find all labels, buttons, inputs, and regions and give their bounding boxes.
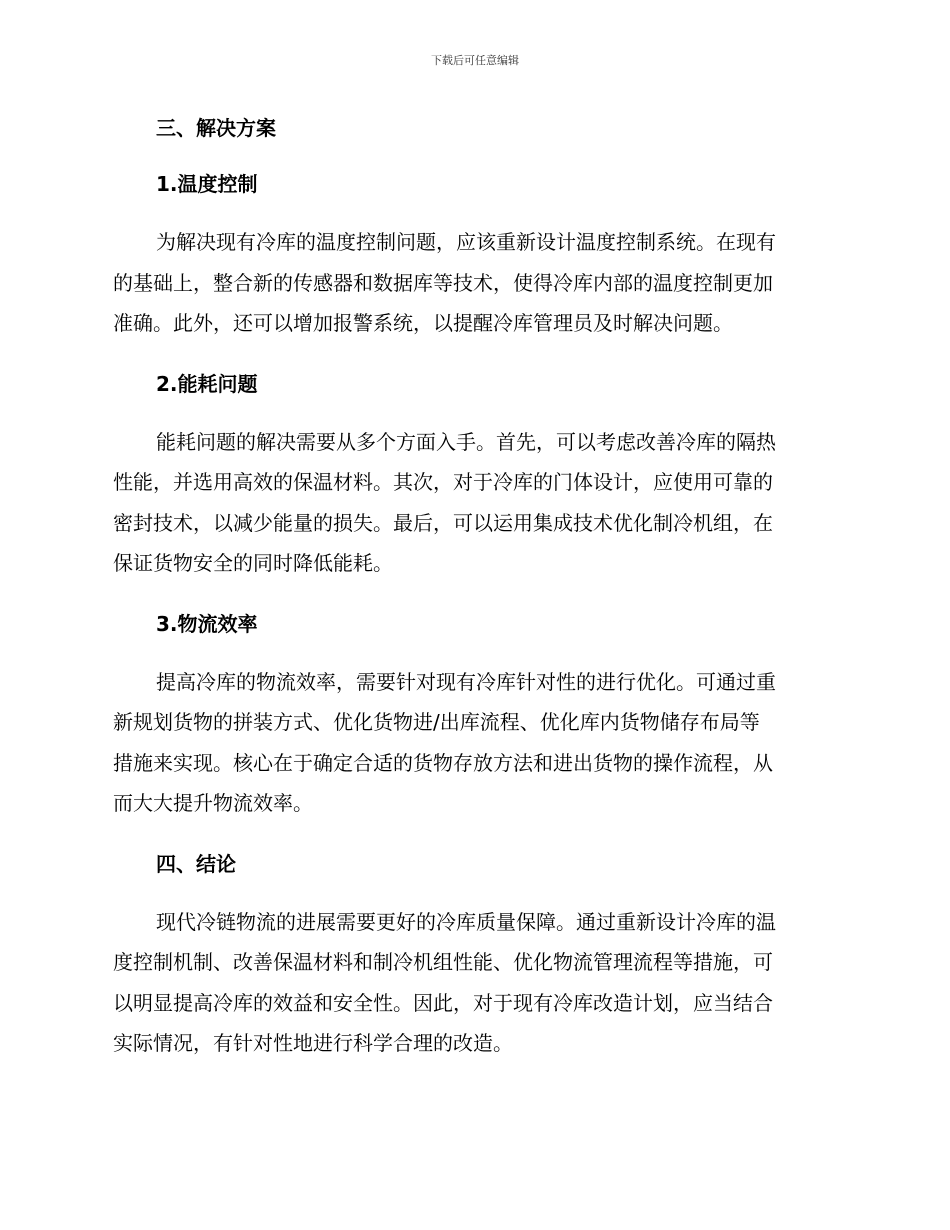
paragraph-line: 措施来实现。核心在于确定合适的货物存放方法和进出货物的操作流程，从 bbox=[113, 750, 773, 775]
paragraph-line: 度控制机制、改善保温材料和制冷机组性能、优化物流管理流程等措施，可 bbox=[113, 950, 773, 974]
paragraph-line: 的基础上，整合新的传感器和数据库等技术，使得冷库内部的温度控制更加 bbox=[113, 270, 773, 295]
paragraph-line: 实际情况，有针对性地进行科学合理的改造。 bbox=[113, 1031, 513, 1055]
paragraph-line: 准确。此外，还可以增加报警系统，以提醒冷库管理员及时解决问题。 bbox=[113, 311, 733, 335]
paragraph-line: 性能，并选用高效的保温材料。其次，对于冷库的门体设计，应使用可靠的 bbox=[113, 470, 773, 494]
section-heading-conclusion: 四、结论 bbox=[156, 851, 236, 876]
document-body bbox=[113, 112, 833, 1088]
paragraph-line: 为解决现有冷库的温度控制问题，应该重新设计温度控制系统。在现有 bbox=[156, 230, 776, 254]
paragraph-line: 密封技术，以减少能量的损失。最后，可以运用集成技术优化制冷机组，在 bbox=[113, 510, 773, 535]
paragraph-energy bbox=[113, 422, 833, 584]
subheading-logistics: 3.物流效率 bbox=[156, 611, 258, 636]
subheading-temperature: 1.温度控制 bbox=[156, 172, 258, 196]
paragraph-logistics bbox=[113, 662, 833, 824]
paragraph-line: 而大大提升物流效率。 bbox=[113, 791, 313, 815]
paragraph-line: 以明显提高冷库的效益和安全性。因此，对于现有冷库改造计划，应当结合 bbox=[113, 990, 773, 1015]
section-heading-solution: 三、解决方案 bbox=[156, 116, 276, 140]
paragraph-line: 保证货物安全的同时降低能耗。 bbox=[113, 551, 393, 575]
header-note: 下载后可任意编辑 bbox=[431, 54, 519, 67]
paragraph-line: 新规划货物的拼装方式、优化货物进/出库流程、优化库内货物储存布局等 bbox=[113, 710, 760, 734]
paragraph-line: 提高冷库的物流效率，需要针对现有冷库针对性的进行优化。可通过重 bbox=[156, 669, 776, 694]
paragraph-conclusion bbox=[113, 902, 833, 1064]
paragraph-line: 能耗问题的解决需要从多个方面入手。首先，可以考虑改善冷库的隔热 bbox=[156, 429, 776, 454]
paragraph-line: 现代冷链物流的进展需要更好的冷库质量保障。通过重新设计冷库的温 bbox=[156, 909, 776, 934]
paragraph-temperature bbox=[113, 222, 833, 344]
subheading-energy: 2.能耗问题 bbox=[156, 371, 258, 396]
